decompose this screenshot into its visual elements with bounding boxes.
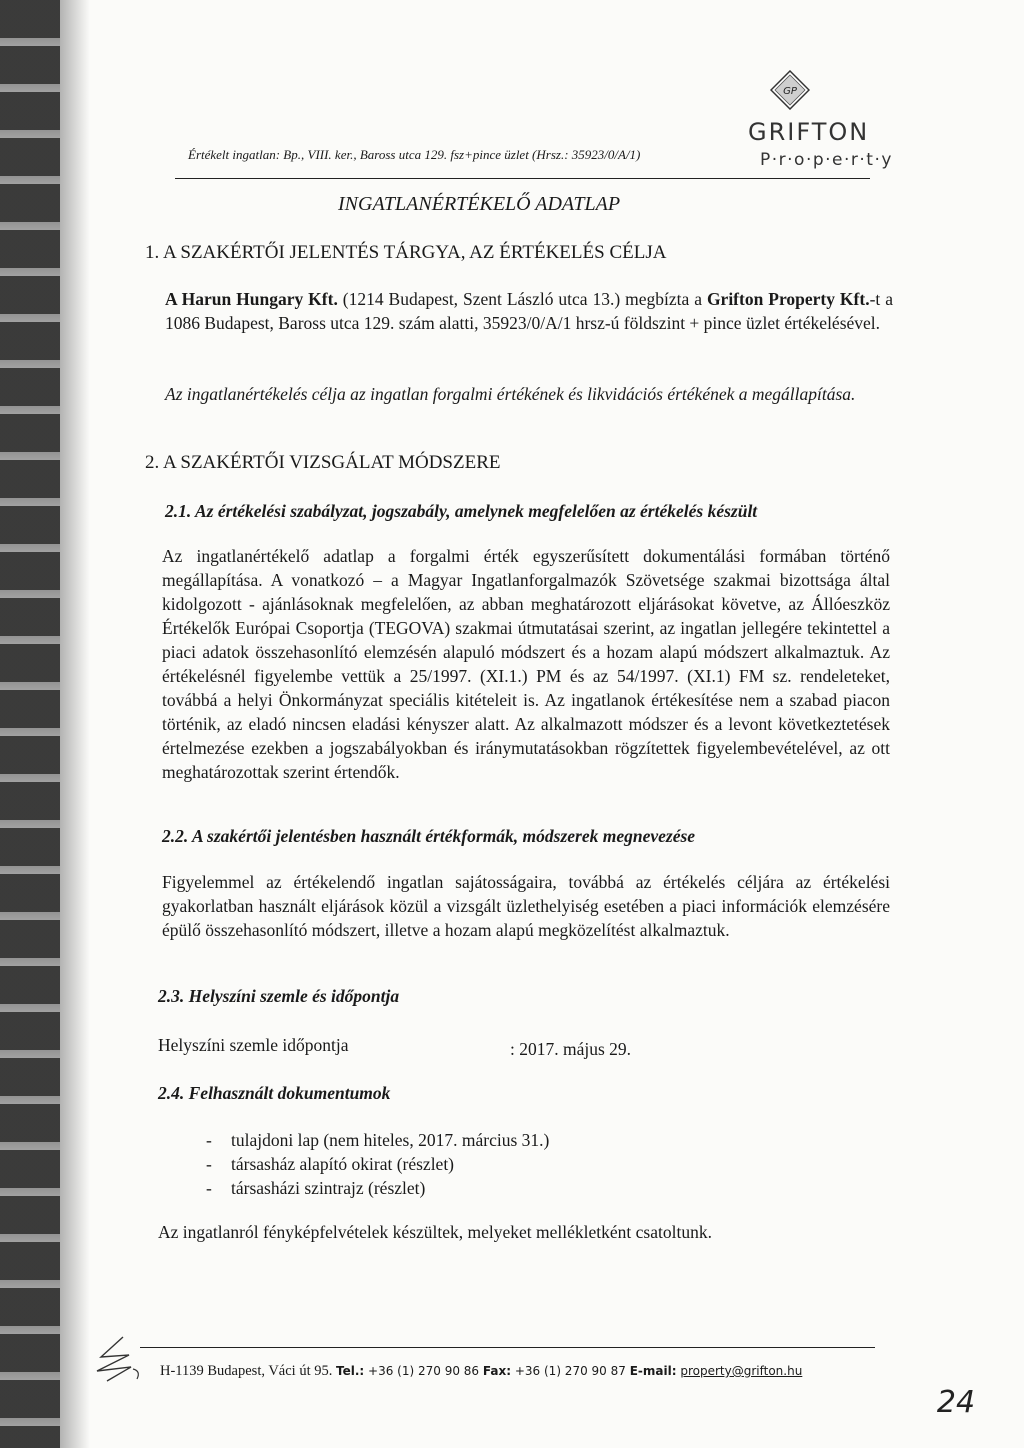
documents-list [206, 1128, 549, 1200]
list-item: - társasházi szintrajz (részlet) [206, 1176, 549, 1200]
footer-phone: +36 (1) 270 90 86 [368, 1364, 480, 1378]
logo-name: GRIFTON [748, 118, 870, 146]
section23-heading: 2.3. Helyszíni szemle és időpontja [158, 986, 400, 1006]
header-caption: Értékelt ingatlan: Bp., VIII. ker., Baross utca 129. fsz+pince üzlet (Hrsz.: 35923/0/A/1) [188, 147, 641, 162]
header-rule [175, 178, 870, 179]
inspection-date: : 2017. május 29. [510, 1039, 632, 1059]
section1-purpose: Az ingatlanértékelés célja az ingatlan forgalmi értékének és likvidációs értékének a megállapítása. [165, 384, 856, 404]
client-name: A Harun Hungary Kft. [165, 289, 338, 309]
list-item: - tulajdoni lap (nem hiteles, 2017. március 31.) [206, 1128, 549, 1152]
grifton-logo-icon [770, 70, 810, 110]
section2-heading: 2. A SZAKÉRTŐI VIZSGÁLAT MÓDSZERE [145, 452, 501, 473]
section21-heading: 2.1. Az értékelési szabályzat, jogszabály, amelynek megfelelően az értékelés készült [165, 501, 758, 521]
section1-paragraph: A Harun Hungary Kft. (1214 Budapest, Szent László utca 13.) megbízta a Grifton Property Kft.-t a 1086 Budapest, Baross utca 129. szám alatti, 35923/0/A/1 hrsz-ú földszint + pince üzlet értékelésével. [165, 289, 893, 333]
section22-heading: 2.2. A szakértői jelentésben használt értékformák, módszerek megnevezése [162, 826, 696, 846]
scan-edge-shadow [60, 0, 90, 1448]
section24-heading: 2.4. Felhasznált dokumentumok [158, 1083, 391, 1103]
footer-rule [140, 1347, 875, 1348]
footer-contact: H-1139 Budapest, Váci út 95. Tel.: +36 (1) 270 90 86 Fax: +36 (1) 270 90 87 E-mail: property@grifton.hu [160, 1363, 803, 1379]
document-title: INGATLANÉRTÉKELŐ ADATLAP [338, 193, 621, 215]
list-item: - társasház alapító okirat (részlet) [206, 1152, 549, 1176]
inspection-label: Helyszíni szemle időpontja [158, 1035, 349, 1055]
footer-email-link[interactable]: property@grifton.hu [680, 1364, 803, 1378]
svg-text:24: 24 [936, 1385, 976, 1420]
photos-note: Az ingatlanról fényképfelvételek készültek, melyeket mellékletként csatoltunk. [158, 1222, 712, 1242]
scan-edge-strip [0, 0, 60, 1448]
footer-address: H-1139 Budapest, Váci út 95. [160, 1363, 333, 1379]
handwritten-page-number [926, 1378, 986, 1423]
logo-monogram: GP [783, 86, 797, 97]
grifton-name: Grifton Property Kft. [706, 289, 870, 309]
section22-text: Figyelemmel az értékelendő ingatlan sajátosságaira, továbbá az értékelés céljára az értékelési gyakorlatban használt eljárások közül a vizsgált üzlethelyiség esetében a piaci információk elemzésére épülő összehasonlító módszert, illetve a hozam alapú megközelítést alkalmaztuk. [162, 872, 890, 940]
signature-mark [83, 1335, 143, 1385]
footer-fax: +36 (1) 270 90 87 [514, 1364, 626, 1378]
section1-heading: 1. A SZAKÉRTŐI JELENTÉS TÁRGYA, AZ ÉRTÉKELÉS CÉLJA [145, 242, 667, 263]
logo-subtitle: P·r·o·p·e·r·t·y [760, 150, 893, 170]
section21-text: Az ingatlanértékelő adatlap a forgalmi érték egyszerűsített dokumentálási formában történő megállapítása. A vonatkozó – a Magyar Ingatlanforgalmazók Szövetsége szakmai bizottsága által kidolgozott - ajánlásoknak megfelelően, az abban meghatározott eljárásokat követve, az Állóeszköz Értékelők Európai Csoportja (TEGOVA) szakmai útmutatásai szerint, az ingatlan jellegére tekintettel a piaci adatok összehasonlító elemzésén alapuló módszert és a hozam alapú módszert alkalmaztuk. Az értékelésnél figyelembe vettük a 25/1997. (XI.1.) PM és az 54/1997. (XI.1) FM sz. rendeleteket, továbbá a helyi Önkormányzat speciális kitételeit is. Az ingatlanok értékesítése nem a szabad piacon történik, az eladó nincsen eladási kényszer alatt. Az alkalmazott módszer és a levont következtetések értelmezése ezekben a jogszabályokban és iránymutatásokban rögzítettek figyelembevételével, az ott meghatározottak szerint értendők. [162, 546, 890, 782]
